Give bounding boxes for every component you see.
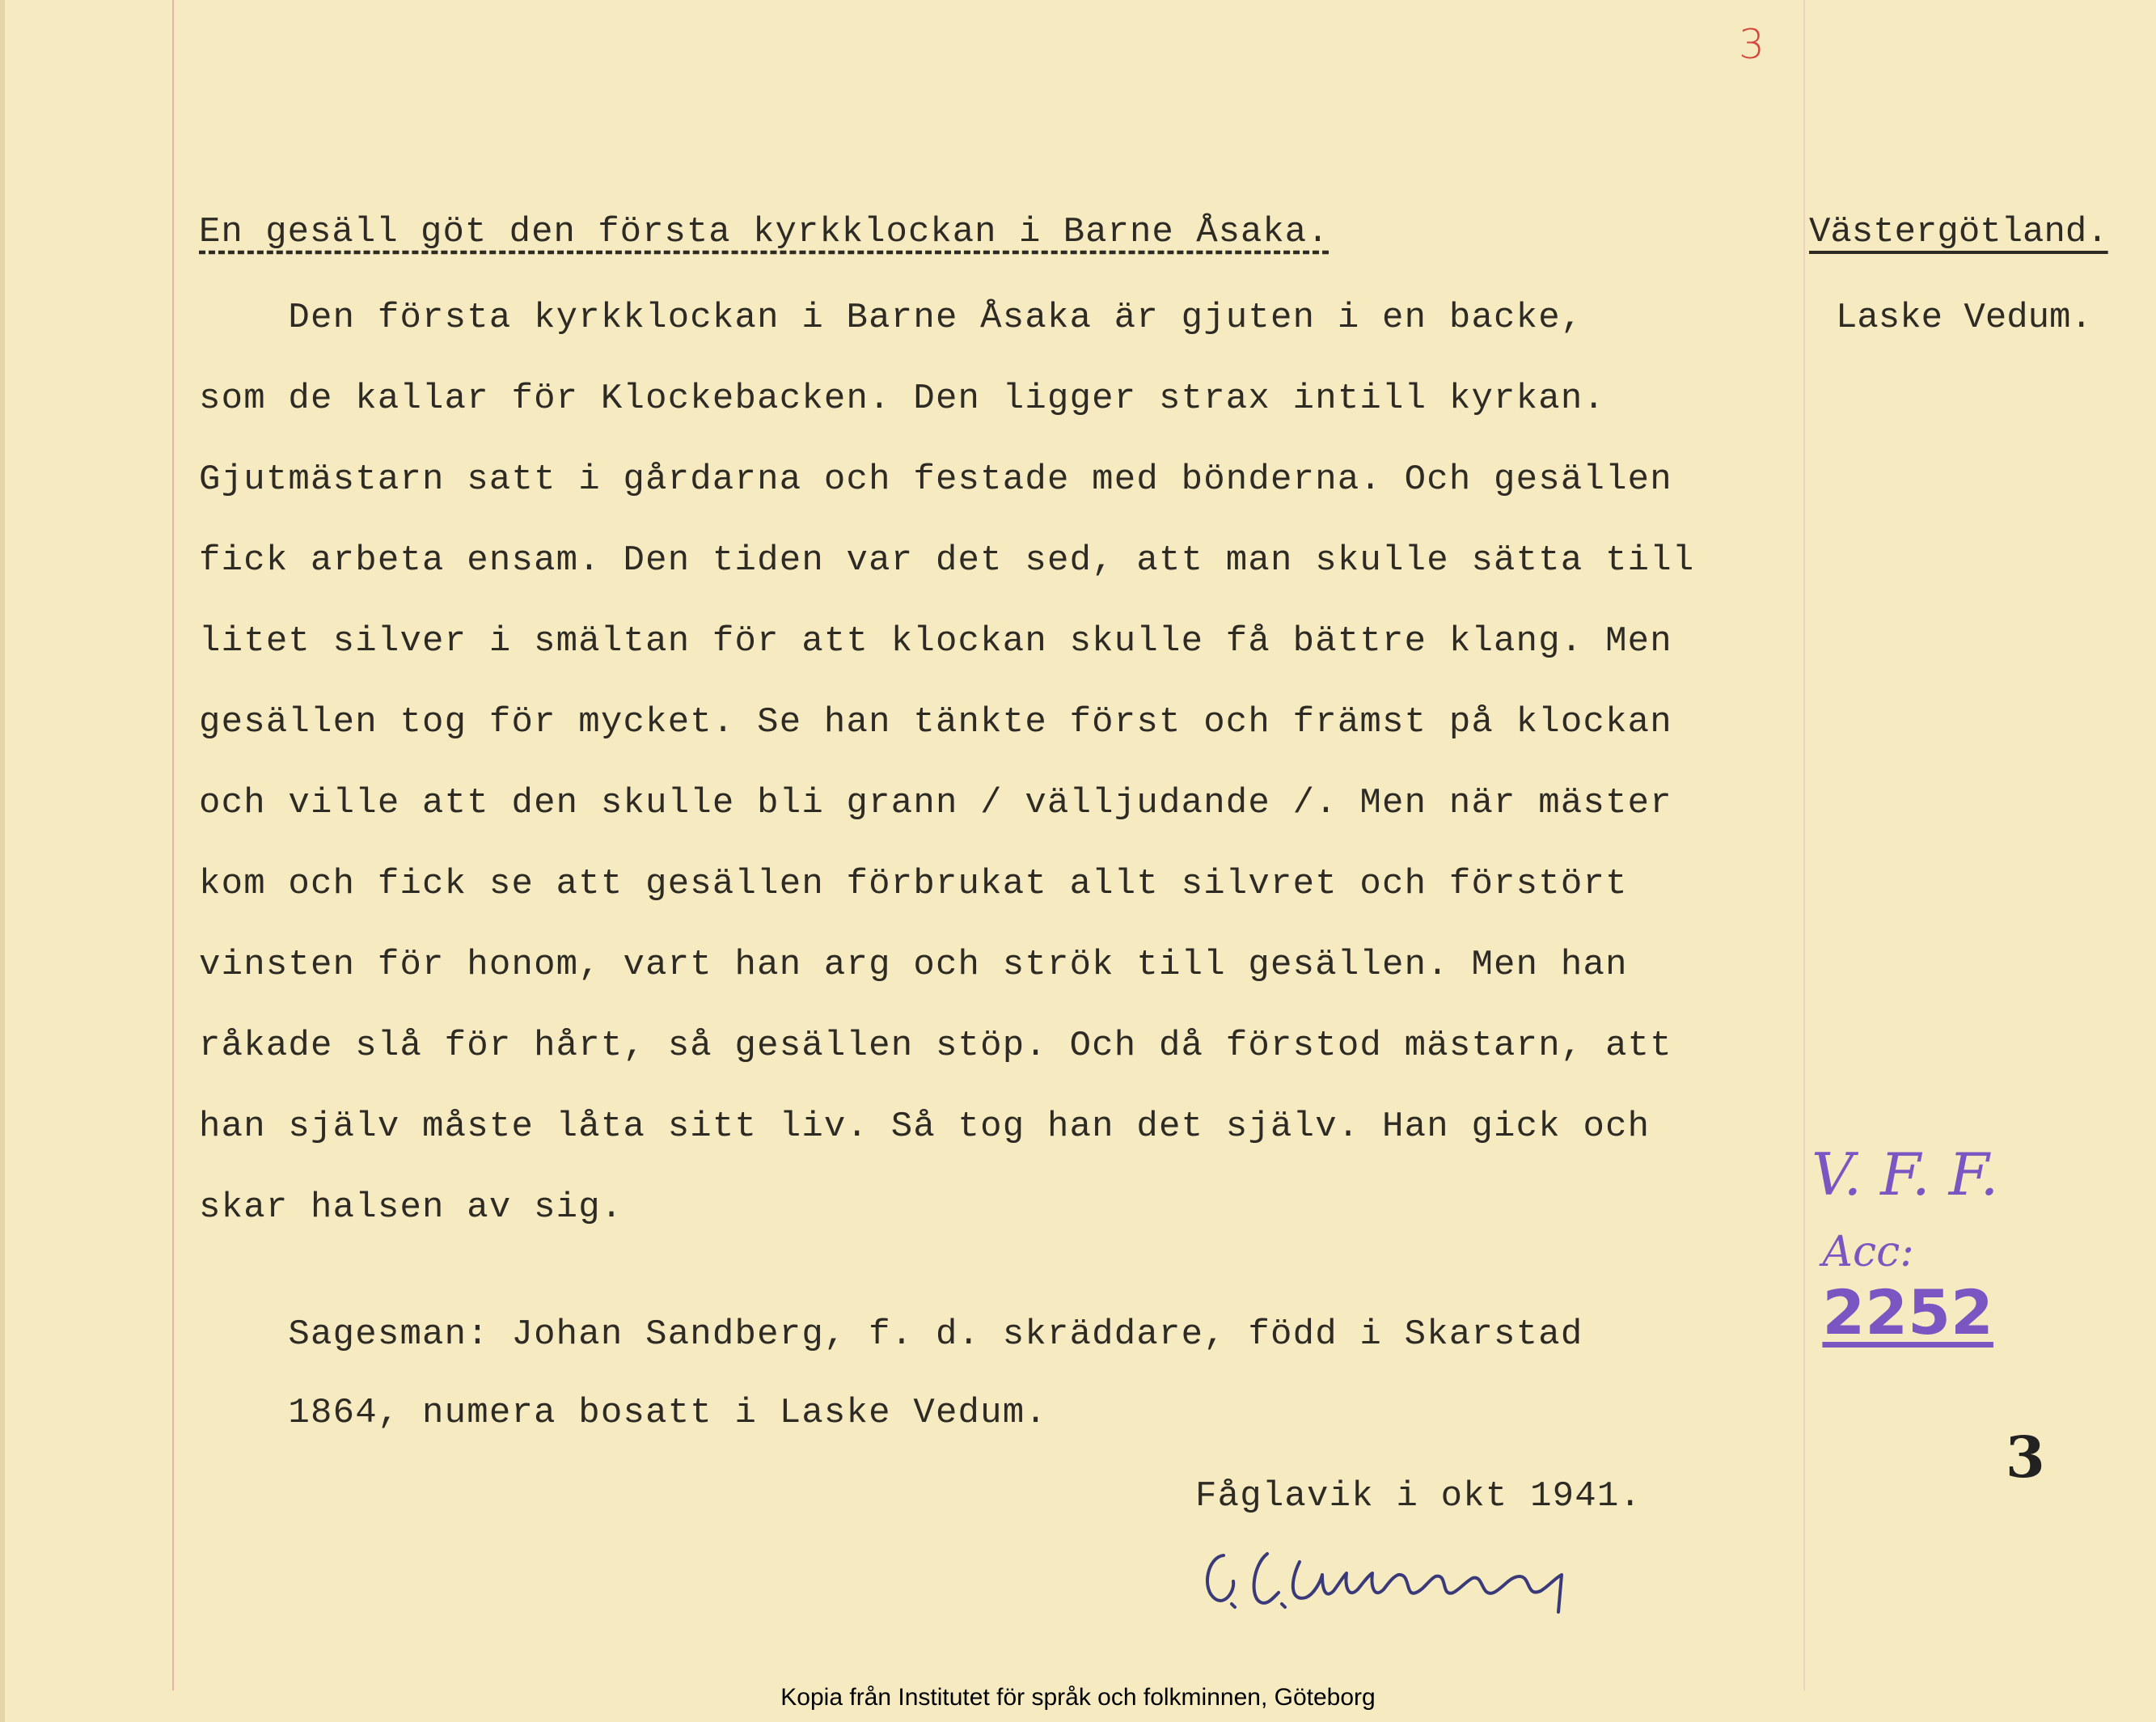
- document-title: En gesäll göt den första kyrkklockan i Barne Åsaka.: [199, 212, 1330, 252]
- body-line: Den första kyrkklockan i Barne Åsaka är gjuten i en backe,: [199, 298, 1583, 338]
- place-date: Fåglavik i okt 1941.: [1195, 1476, 1642, 1517]
- accession-number: 2252: [1822, 1276, 1993, 1348]
- parish-label: Laske Vedum.: [1836, 298, 2092, 338]
- body-line: som de kallar för Klockebacken. Den ligger strax intill kyrkan.: [199, 379, 1606, 419]
- informant-line: 1864, numera bosatt i Laske Vedum.: [199, 1393, 1047, 1433]
- body-line: litet silver i smältan för att klockan skulle få bättre klang. Men: [199, 621, 1672, 662]
- page-number-handwritten: 3: [1739, 21, 1765, 68]
- page-number-stamped: 3: [2006, 1424, 2045, 1491]
- body-line: han själv måste låta sitt liv. Så tog han det själv. Han gick och: [199, 1106, 1651, 1147]
- body-line: kom och fick se att gesällen förbrukat allt silvret och förstört: [199, 864, 1628, 904]
- signature: [1193, 1533, 1581, 1626]
- copy-footer: Kopia från Institutet för språk och folkminnen, Göteborg: [780, 1684, 1376, 1711]
- page-edge: [0, 0, 5, 1722]
- body-line: råkade slå för hårt, så gesällen stöp. Och då förstod mästarn, att: [199, 1026, 1672, 1066]
- body-line: vinsten för honom, vart han arg och strök till gesällen. Men han: [199, 945, 1628, 985]
- body-line: Gjutmästarn satt i gårdarna och festade med bönderna. Och gesällen: [199, 459, 1672, 500]
- body-line: gesällen tog för mycket. Se han tänkte först och främst på klockan: [199, 702, 1672, 743]
- right-margin-rule: [1803, 0, 1805, 1690]
- body-line: och ville att den skulle bli grann / välljudande /. Men när mäster: [199, 783, 1672, 823]
- region-label: Västergötland.: [1809, 212, 2108, 252]
- informant-line: Sagesman: Johan Sandberg, f. d. skräddare, född i Skarstad: [199, 1314, 1583, 1355]
- accession-label: Acc:: [1822, 1228, 1914, 1276]
- body-line: fick arbeta ensam. Den tiden var det sed, att man skulle sätta till: [199, 540, 1695, 581]
- body-line: skar halsen av sig.: [199, 1187, 624, 1228]
- signature-scribble: [1193, 1533, 1581, 1622]
- left-margin-rule: [172, 0, 174, 1690]
- archive-stamp-letters: V. F. F.: [1811, 1140, 1999, 1208]
- archive-stamp-accession: [1791, 1213, 1993, 1363]
